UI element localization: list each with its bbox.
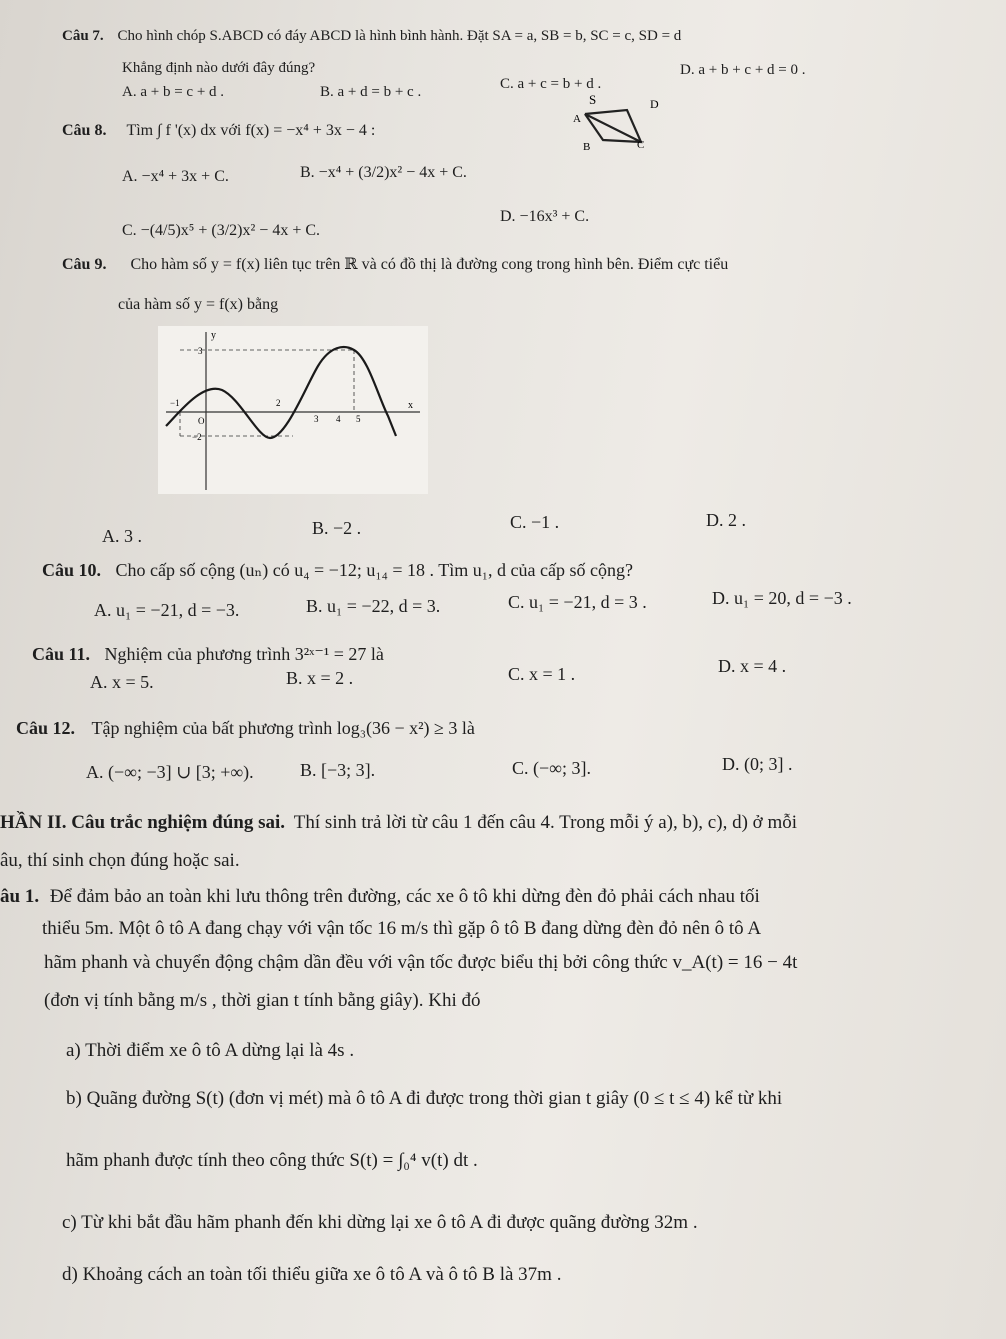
tick-label: −1 — [170, 398, 180, 408]
option-b: B. −x⁴ + (3/2)x² − 4x + C. — [300, 164, 467, 181]
option-a: A. (−∞; −3] ∪ [3; +∞). — [86, 762, 254, 782]
tick-label: 4 — [336, 414, 341, 424]
option-a: A. u₁ = −21, d = −3. — [94, 600, 240, 620]
part-2-title: HẦN II. Câu trắc nghiệm đúng sai. — [0, 812, 286, 833]
option-d: D. a + b + c + d = 0 . — [680, 62, 806, 78]
option-a: A. −x⁴ + 3x + C. — [122, 168, 229, 185]
option-a: A. 3 . — [102, 526, 142, 546]
tick-label: 3 — [314, 414, 319, 424]
problem-text-line: hãm phanh và chuyển động chậm dần đều với vận tốc được biểu thị bởi công thức v_A(t) = 16 − 4t — [44, 952, 798, 973]
question-subtext: Khẳng định nào dưới đây đúng? — [122, 60, 316, 76]
sketch-label: B — [583, 141, 591, 152]
question-9 — [62, 254, 728, 274]
option-b: B. [−3; 3]. — [300, 760, 376, 780]
statement-a: a) Thời điểm xe ô tô A dừng lại là 4s . — [66, 1040, 355, 1061]
question-label: Câu 11. — [32, 644, 91, 664]
option-c: C. (−∞; 3]. — [512, 758, 591, 778]
function-graph — [158, 326, 428, 494]
tick-label: −2 — [192, 432, 202, 442]
statement-b: b) Quãng đường S(t) (đơn vị mét) mà ô tô A đi được trong thời gian t giây (0 ≤ t ≤ 4) kể từ khi — [66, 1088, 783, 1109]
option-c: C. x = 1 . — [508, 664, 576, 684]
statement-d: d) Khoảng cách an toàn tối thiểu giữa xe ô tô A và ô tô B là 37m . — [62, 1264, 562, 1285]
option-d: D. 2 . — [706, 510, 746, 530]
sketch-strokes — [585, 110, 641, 142]
statement-c: c) Từ khi bắt đầu hãm phanh đến khi dừng lại xe ô tô A đi được quãng đường 32m . — [62, 1212, 698, 1233]
option-d: D. u₁ = 20, d = −3 . — [712, 588, 852, 608]
option-d: D. x = 4 . — [718, 656, 787, 676]
option-a: A. a + b = c + d . — [122, 84, 225, 100]
option-c: C. −1 . — [510, 512, 560, 532]
sketch-label: D — [650, 97, 659, 111]
option-b: B. x = 2 . — [286, 668, 354, 688]
question-8 — [62, 122, 375, 140]
question-label: Câu 7. — [62, 28, 104, 44]
option-d: D. (0; 3] . — [722, 754, 793, 774]
option-c: C. −(4/5)x⁵ + (3/2)x² − 4x + C. — [122, 222, 321, 239]
option-c: C. u₁ = −21, d = 3 . — [508, 592, 647, 612]
sketch-label: A — [573, 113, 581, 125]
question-text: Cho hàm số y = f(x) liên tục trên ℝ và có đồ thị là đường cong trong hình bên. Điểm cực tiểu — [130, 256, 729, 273]
problem-label: âu 1. — [0, 886, 40, 907]
option-b: B. −2 . — [312, 518, 362, 538]
question-12 — [16, 718, 475, 739]
pyramid-sketch — [555, 92, 665, 152]
sketch-label: C — [637, 139, 645, 151]
question-text: Nghiệm của phương trình 3²ˣ⁻¹ = 27 là — [104, 644, 384, 664]
question-text: Tập nghiệm của bất phương trình log₃(36 − x²) ≥ 3 là — [91, 718, 475, 738]
option-b: B. a + d = b + c . — [320, 84, 422, 100]
tick-label: 3 — [198, 346, 203, 356]
problem-text-line: (đơn vị tính bằng m/s , thời gian t tính bằng giây). Khi đó — [44, 990, 481, 1011]
option-a: A. x = 5. — [90, 672, 154, 692]
axis-label-x: x — [408, 400, 413, 411]
part-2-instructions-cont: âu, thí sinh chọn đúng hoặc sai. — [0, 850, 240, 871]
option-b: B. u₁ = −22, d = 3. — [306, 596, 441, 616]
question-text: Tìm ∫ f '(x) dx với f(x) = −x⁴ + 3x − 4 : — [126, 122, 376, 139]
part-2-heading — [0, 812, 797, 834]
question-label: Câu 10. — [42, 560, 102, 580]
axis-label-y: y — [211, 330, 216, 341]
option-d: D. −16x³ + C. — [500, 208, 590, 225]
question-label: Câu 12. — [16, 718, 76, 738]
problem-text: Để đảm bảo an toàn khi lưu thông trên đường, các xe ô tô khi dừng đèn đỏ phải cách nhau tối — [49, 886, 760, 907]
origin-label: O — [198, 416, 205, 426]
option-c: C. a + c = b + d . — [500, 76, 602, 92]
question-text: Cho hình chóp S.ABCD có đáy ABCD là hình bình hành. Đặt SA = a, SB = b, SC = c, SD = d — [117, 28, 682, 44]
sketch-label: S — [589, 92, 597, 107]
part-2-instructions: Thí sinh trả lời từ câu 1 đến câu 4. Trong mỗi ý a), b), c), d) ở mỗi — [293, 812, 797, 833]
question-subtext: của hàm số y = f(x) bằng — [118, 296, 279, 313]
question-label: Câu 8. — [62, 122, 107, 139]
tick-label: 5 — [356, 414, 361, 424]
problem-text-line: thiểu 5m. Một ô tô A đang chạy với vận tốc 16 m/s thì gặp ô tô B đang dừng đèn đỏ nên ô tô A — [42, 918, 762, 939]
question-7 — [62, 28, 681, 45]
problem-1 — [0, 886, 760, 908]
question-10 — [42, 560, 633, 581]
question-11 — [32, 644, 384, 665]
question-label: Câu 9. — [62, 256, 107, 273]
question-text: Cho cấp số cộng (uₙ) có u₄ = −12; u₁₄ = 18 . Tìm u₁, d của cấp số cộng? — [115, 560, 633, 580]
tick-label: 2 — [276, 398, 281, 408]
statement-b-formula: hãm phanh được tính theo công thức S(t) = ∫₀⁴ v(t) dt . — [66, 1150, 478, 1171]
